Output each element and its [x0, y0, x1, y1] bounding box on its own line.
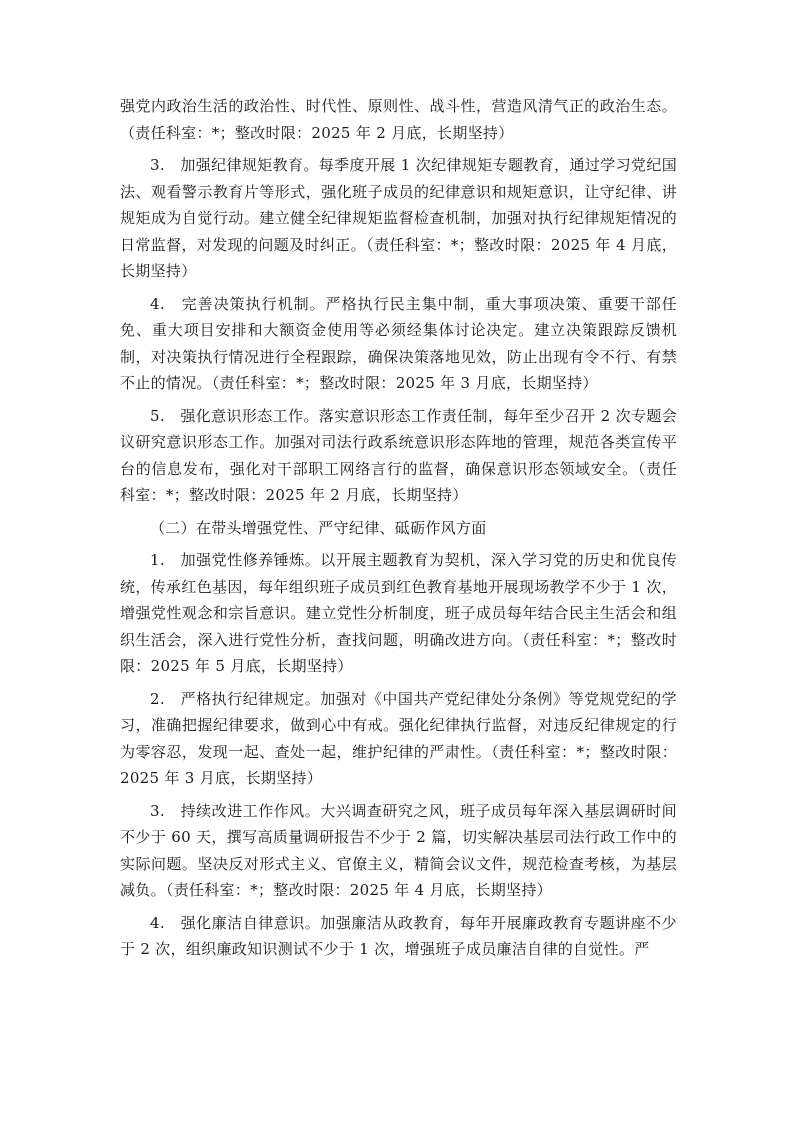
section-paragraph-1: 1. 加强党性修养锤炼。以开展主题教育为契机，深入学习党的历史和优良传统，传承红色基因，每年组织班子成员到红色教育基地开展现场教学不少于 1 次，增强党性观念和宗旨意识。建立党性分析制度，班子成员每年结合民主生活会和组织生活会，深入进行党性分析，查找问题，明确改进方向。（责任科室：*；整改时限：2025 年 5 月底，长期坚持） [120, 551, 677, 675]
section-paragraph-2: 2. 严格执行纪律规定。加强对《中国共产党纪律处分条例》等党规党纪的学习，准确把握纪律要求，做到心中有戒。强化纪律执行监督，对违反纪律规定的行为零容忍，发现一起、查处一起，维护纪律的严肃性。（责任科室：*；整改时限：2025 年 3 月底，长期坚持） [120, 689, 677, 787]
section-paragraph-3: 3. 持续改进工作作风。大兴调查研究之风，班子成员每年深入基层调研时间不少于 60 天，撰写高质量调研报告不少于 2 篇，切实解决基层司法行政工作中的实际问题。坚决反对形式主义、官僚主义，精简会议文件，规范检查考核，为基层减负。（责任科室：*；整改时限：2025 年 4 月底，长期坚持） [120, 801, 677, 899]
paragraph-item-4: 4. 完善决策执行机制。严格执行民主集中制，重大事项决策、重要干部任免、重大项目安排和大额资金使用等必须经集体讨论决定。建立决策跟踪反馈机制，对决策执行情况进行全程跟踪，确保决策落地见效，防止出现有令不行、有禁不止的情况。（责任科室：*；整改时限：2025 年 3 月底，长期坚持） [120, 294, 677, 392]
paragraph-item-3: 3. 加强纪律规矩教育。每季度开展 1 次纪律规矩专题教育，通过学习党纪国法、观看警示教育片等形式，强化班子成员的纪律意识和规矩意识，让守纪律、讲规矩成为自觉行动。建立健全纪律规矩监督检查机制，加强对执行纪律规矩情况的日常监督，对发现的问题及时纠正。（责任科室：*；整改时限：2025 年 4 月底，长期坚持） [120, 156, 677, 280]
paragraph-continued: 强党内政治生活的政治性、时代性、原则性、战斗性，营造风清气正的政治生态。（责任科室：*；整改时限：2025 年 2 月底，长期坚持） [120, 97, 677, 142]
section-heading: （二）在带头增强党性、严守纪律、砥砺作风方面 [150, 518, 487, 537]
document-body [120, 93, 677, 969]
paragraph-item-5: 5. 强化意识形态工作。落实意识形态工作责任制，每年至少召开 2 次专题会议研究意识形态工作。加强对司法行政系统意识形态阵地的管理，规范各类宣传平台的信息发布，强化对干部职工网络言行的监督，确保意识形态领域安全。（责任科室：*；整改时限：2025 年 2 月底，长期坚持） [120, 406, 677, 504]
section-paragraph-4: 4. 强化廉洁自律意识。加强廉洁从政教育，每年开展廉政教育专题讲座不少于 2 次，组织廉政知识测试不少于 1 次，增强班子成员廉洁自律的自觉性。严 [120, 913, 677, 958]
